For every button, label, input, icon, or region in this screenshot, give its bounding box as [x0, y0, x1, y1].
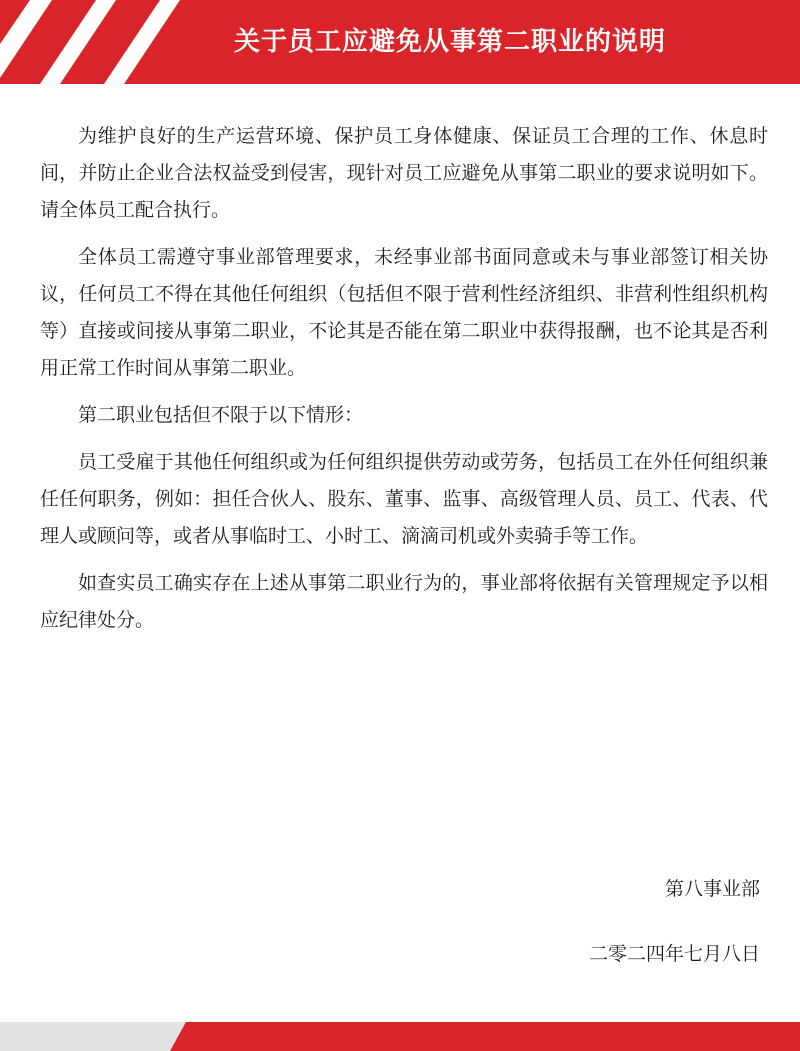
document-body	[40, 118, 768, 649]
paragraph-3: 第二职业包括但不限于以下情形：	[78, 404, 364, 426]
signature-date: 二零二四年七月八日	[588, 943, 760, 965]
paragraph-5: 如查实员工确实存在上述从事第二职业行为的，事业部将依据有关管理规定予以相应纪律处分。	[40, 572, 768, 631]
paragraph-1: 为维护良好的生产运营环境、保护员工身体健康、保证员工合理的工作、休息时间，并防止企业合法权益受到侵害，现针对员工应避免从事第二职业的要求说明如下。请全体员工配合执行。	[40, 125, 768, 221]
signature-block	[589, 868, 760, 998]
footer-red-strip	[170, 1022, 800, 1051]
header-banner	[0, 0, 800, 84]
paragraph-4: 员工受雇于其他任何组织或为任何组织提供劳动或劳务，包括员工在外任何组织兼任任何职务，例如：担任合伙人、股东、董事、监事、高级管理人员、员工、代表、代理人或顾问等，或者从事临时工、小时工、滴滴司机或外卖骑手等工作。	[40, 451, 768, 547]
footer-band	[0, 1022, 800, 1051]
signature-department: 第八事业部	[664, 878, 760, 900]
document-title: 关于员工应避免从事第二职业的说明	[233, 27, 666, 57]
paragraph-2: 全体员工需遵守事业部管理要求，未经事业部书面同意或未与事业部签订相关协议，任何员工不得在其他任何组织（包括但不限于营利性经济组织、非营利性组织机构等）直接或间接从事第二职业，不论其是否能在第二职业中获得报酬，也不论其是否利用正常工作时间从事第二职业。	[40, 246, 768, 379]
